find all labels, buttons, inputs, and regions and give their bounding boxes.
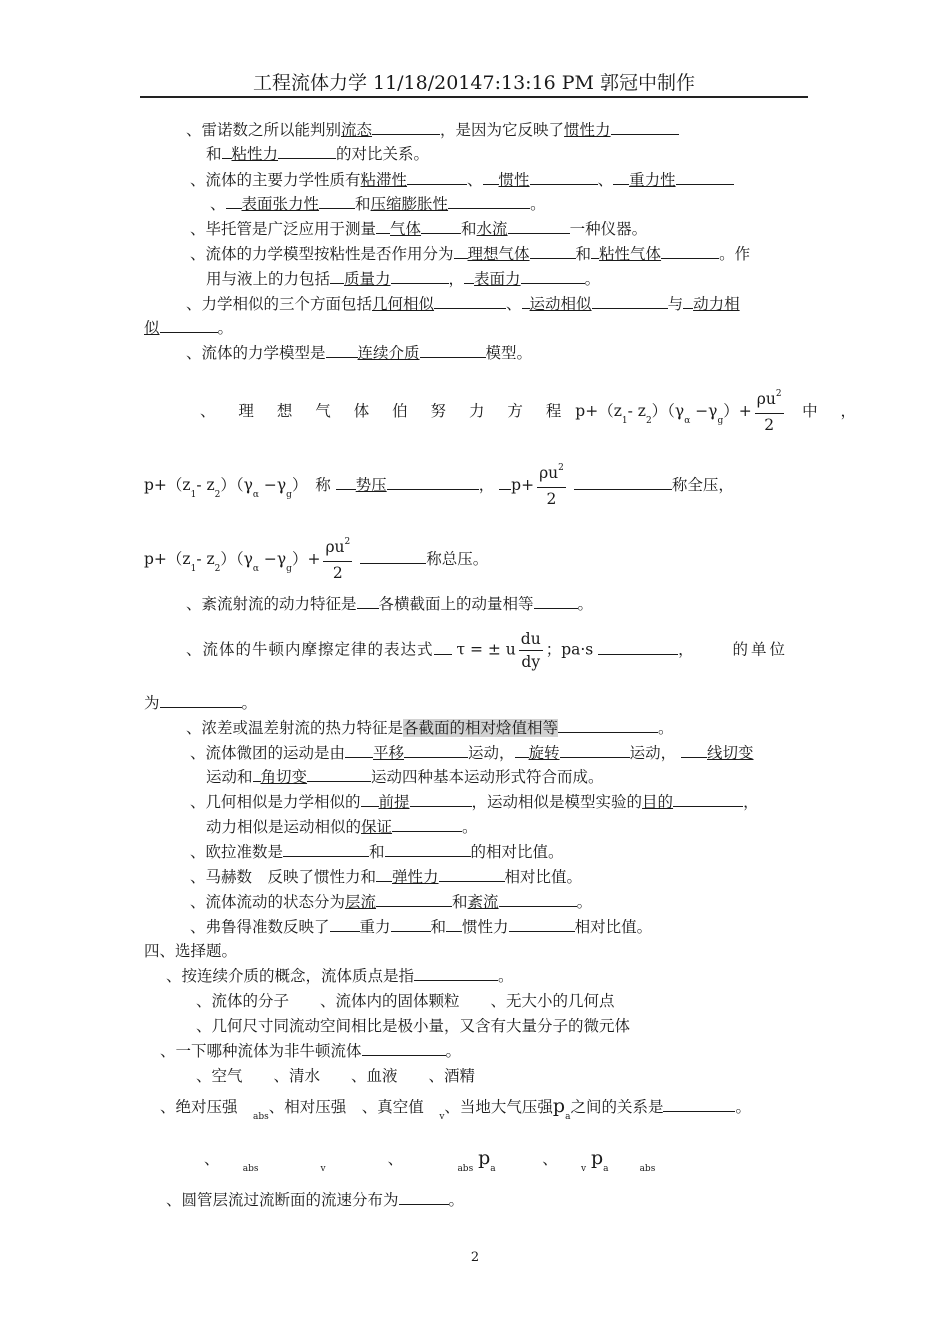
fraction: $\frac{du}{dy}$	[520, 630, 541, 671]
q-line-5: 、毕托管是广泛应用于测量 气体 和水流 一种仪器。	[190, 220, 648, 238]
q-line-24: 、流体流动的状态分为层流 和紊流 。	[190, 893, 593, 911]
q-line-1: 、雷诺数之所以能判别流态 ，是因为它反映了惯性力	[186, 120, 679, 140]
q-line-3: 、流体的主要力学性质有粘滞性 、 惯性 、 重力性	[190, 170, 734, 190]
choice-q4: 、圆管层流过流断面的流速分布为 。	[166, 1191, 465, 1209]
fraction: $\frac{\rho u^2}{2}$	[539, 463, 564, 508]
choice-q1-options-2: 、几何尺寸同流动空间相比是极小量，又含有大量分子的微元体	[196, 1017, 631, 1035]
q-line-13: $p+(z_1-$ $z_2)(\gamma_\alpha -\gamma_g)+$ $\frac{\rho u^2}{2}$ 称总压。	[144, 537, 489, 582]
q-line-8: 、力学相似的三个方面包括几何相似 、 运动相似 与 动力相	[186, 295, 740, 313]
section-4-title: 四、选择题。	[144, 942, 238, 960]
q-line-7: 用与液上的力包括 质量力 ， 表面力 。	[206, 270, 601, 288]
q-line-14: 、紊流射流的动力特征是 各横截面上的动量相等 。	[186, 595, 594, 613]
q-line-20: 、几何相似是力学相似的 前提 ，运动相似是模型实验的目的 ，	[190, 793, 759, 811]
q-line-4: 、 表面张力性 和压缩膨胀性 。	[210, 195, 546, 213]
q-line-11: 、 理 想 气 体 伯 努 力 方 程 $p+(z_1-$ $z_2)(\gamma_\alpha -\gamma_g)+$ $\frac{\rho u^2}{2}$ 中 ，	[200, 389, 866, 434]
q-line-17: 、浓差或温差射流的热力特征是各截面的相对焓值相等 。	[186, 719, 674, 737]
q-line-15: 、流体的牛顿内摩擦定律的表达式 τ = ± u $\frac{du}{dy}$ ；pa·s ， 的单位	[186, 630, 788, 671]
q-line-6: 、流体的力学模型按粘性是否作用分为 理想气体 和 粘性气体 。作	[190, 245, 751, 263]
choice-q1-options-1: 、流体的分子 、流体内的固体颗粒 、无大小的几何点	[196, 992, 615, 1010]
fraction: $\frac{\rho u^2}{2}$	[325, 537, 351, 582]
q-line-22: 、欧拉准数是 和 的相对比值。	[190, 843, 564, 861]
highlighted-answer: 各截面的相对焓值相等	[403, 719, 559, 737]
q-line-21: 动力相似是运动相似的保证 。	[206, 818, 478, 836]
choice-q1: 、按连续介质的概念，流体质点是指 。	[166, 967, 514, 985]
q-line-19: 运动和 角切变 运动四种基本运动形式符合而成。	[206, 768, 604, 786]
fraction: $\frac{\rho u^2}{2}$	[756, 389, 782, 434]
page-number: 2	[470, 1250, 480, 1265]
q-line-23: 、马赫数 反映了惯性力和 弹性力 相对比值。	[190, 868, 583, 886]
choice-q3: 、绝对压强 $_{abs}$、相对压强 、真空值 $_v$、当地大气压强$p_a$之间的关系是 。	[160, 1095, 751, 1122]
page-header-title: 工程流体力学 11/18/20147:13:16 PM 郭冠中制作	[252, 72, 696, 94]
q-line-12: $p+(z_1-$ $z_2)(\gamma_\alpha -\gamma_g)$ 称 势压 ， p+ $\frac{\rho u^2}{2}$ 称全压，	[144, 463, 734, 508]
q-line-10: 、流体的力学模型是 连续介质 模型。	[186, 344, 533, 362]
q-line-9: 似 。	[144, 319, 234, 337]
choice-q2-options: 、空气 、清水 、血液 、酒精	[196, 1067, 476, 1085]
q-line-18: 、流体微团的运动是由 平移 运动， 旋转 运动， 线切变	[190, 744, 754, 762]
header-rule	[140, 96, 808, 98]
choice-q3-options: 、 $_{abs}$ $_v$ 、 $_{abs}$ $p_a$ 、 $_v$ $p_a$ $_{abs}$	[204, 1147, 656, 1174]
q-line-16: 为 。	[144, 694, 258, 712]
q-line-25: 、弗鲁得准数反映了 重力 和 惯性力 相对比值。	[190, 918, 653, 936]
q-line-2: 和 粘性力 的对比关系。	[206, 145, 430, 163]
choice-q2: 、一下哪种流体为非牛顿流体 。	[160, 1042, 462, 1060]
